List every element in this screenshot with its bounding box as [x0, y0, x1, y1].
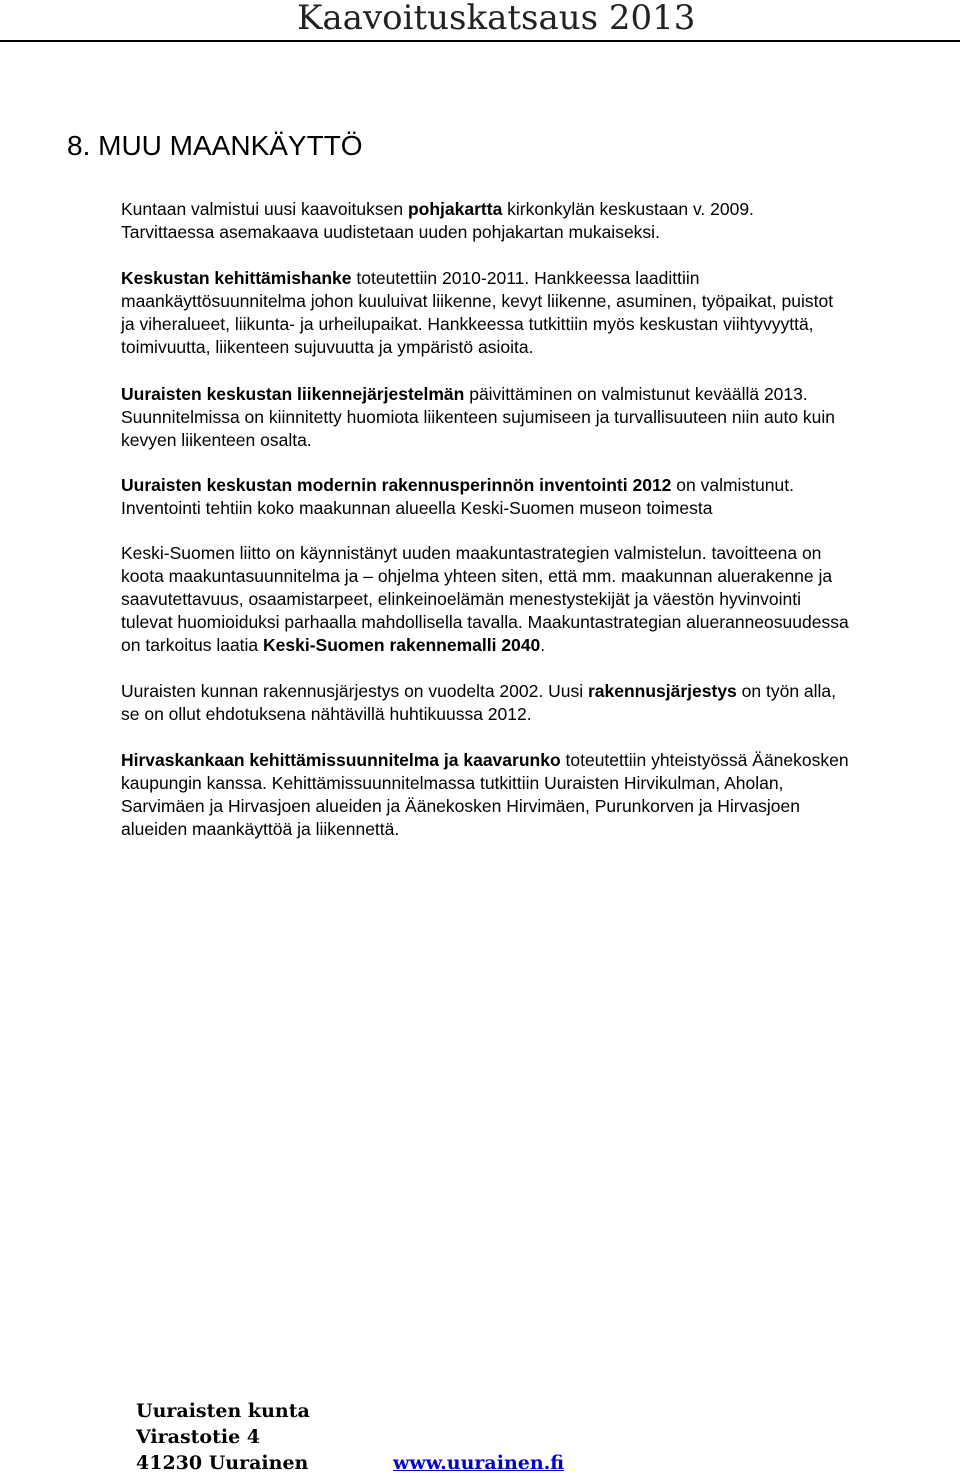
paragraph-line: maankäyttösuunnitelma johon kuuluivat liikenne, kevyt liikenne, asuminen, työpaikat, puistot: [121, 291, 834, 311]
paragraph-line: [121, 383, 956, 406]
paragraph-line: Inventointi tehtiin koko maakunnan alueella Keski-Suomen museon toimesta: [121, 498, 713, 518]
footer-website-link[interactable]: www.uurainen.fi: [393, 1452, 565, 1474]
paragraph-inventointi: [121, 474, 956, 520]
text-run: toteutettiin yhteistyössä Äänekosken: [560, 750, 849, 770]
paragraph-line: [121, 680, 956, 703]
bold-term: pohjakartta: [407, 199, 503, 219]
paragraph-line: saavutettavuus, osaamistarpeet, elinkeinoelämän menestystekijät ja väestön hyvinvointi: [121, 589, 801, 609]
text-run: on tarkoitus laatia: [121, 635, 264, 655]
paragraph-line: [121, 198, 956, 221]
text-run: on työn alla,: [736, 681, 837, 701]
paragraph-line: [121, 749, 956, 772]
paragraph-line: ja viheralueet, liikunta- ja urheilupaikat. Hankkeessa tutkittiin myös keskustan viihtyvyyttä,: [121, 314, 814, 334]
paragraph-maakuntastrategia: [121, 542, 956, 657]
document-header-title: Kaavoituskatsaus 2013: [297, 0, 696, 38]
bold-term: Uuraisten keskustan modernin rakennusperinnön inventointi 2012: [121, 475, 672, 495]
paragraph-line: [121, 634, 956, 657]
bold-term: Keski-Suomen rakennemalli 2040: [263, 635, 541, 655]
text-run: Uuraisten kunnan rakennusjärjestys on vuodelta 2002. Uusi: [121, 681, 588, 701]
paragraph-line: Suunnitelmissa on kiinnitetty huomiota liikenteen sujumiseen ja turvallisuuteen niin auto kuin: [121, 407, 836, 427]
text-run: päivittäminen on valmistunut keväällä 2013.: [464, 384, 808, 404]
paragraph-line: alueiden maankäyttöä ja liikennettä.: [121, 819, 400, 839]
footer-postal: 41230 Uurainen: [136, 1452, 309, 1474]
paragraph-line: se on ollut ehdotuksena nähtävillä huhtikuussa 2012.: [121, 704, 532, 724]
section-heading: 8. MUU MAANKÄYTTÖ: [67, 130, 363, 161]
paragraph-line: Sarvimäen ja Hirvasjoen alueiden ja Äänekosken Hirvimäen, Purunkorven ja Hirvasjoen: [121, 796, 800, 816]
bold-term: Uuraisten keskustan liikennejärjestelmän: [121, 384, 465, 404]
paragraph-line: Tarvittaessa asemakaava uudistetaan uuden pohjakartan mukaiseksi.: [121, 222, 660, 242]
footer-org-name: Uuraisten kunta: [136, 1400, 310, 1422]
paragraph-line: [121, 267, 956, 290]
paragraph-line: tulevat huomioiduksi parhaalla mahdollisella tavalla. Maakuntastrategian alueranneosuudessa: [121, 612, 849, 632]
paragraph-line: toimivuutta, liikenteen sujuvuutta ja ympäristö asioita.: [121, 337, 534, 357]
paragraph-hirvaskangas: [121, 749, 956, 841]
paragraph-keskusta-hanke: [121, 267, 956, 359]
paragraph-pohjakartta: [121, 198, 956, 244]
paragraph-line: [121, 474, 956, 497]
bold-term: rakennusjärjestys: [587, 681, 737, 701]
text-run: .: [540, 635, 546, 655]
bold-term: Keskustan kehittämishanke: [121, 268, 352, 288]
paragraph-rakennusjarjestys: [121, 680, 956, 726]
paragraph-line: Keski-Suomen liitto on käynnistänyt uuden maakuntastrategien valmistelun. tavoitteena on: [121, 543, 822, 563]
paragraph-line: kaupungin kanssa. Kehittämissuunnitelmassa tutkittiin Uuraisten Hirvikulman, Aholan,: [121, 773, 784, 793]
paragraph-line: kevyen liikenteen osalta.: [121, 430, 312, 450]
paragraph-liikennejarjestelma: [121, 383, 956, 452]
text-run: kirkonkylän keskustaan v. 2009.: [502, 199, 754, 219]
footer-street: Virastotie 4: [136, 1426, 261, 1448]
footer-address: [136, 1398, 310, 1476]
text-run: on valmistunut.: [671, 475, 794, 495]
paragraph-line: koota maakuntasuunnitelma ja – ohjelma yhteen siten, että mm. maakunnan aluerakenne ja: [121, 566, 833, 586]
text-run: toteutettiin 2010-2011. Hankkeessa laadittiin: [351, 268, 700, 288]
text-run: Kuntaan valmistui uusi kaavoituksen: [121, 199, 408, 219]
bold-term: Hirvaskankaan kehittämissuunnitelma ja kaavarunko: [121, 750, 561, 770]
header-divider: [0, 40, 960, 42]
